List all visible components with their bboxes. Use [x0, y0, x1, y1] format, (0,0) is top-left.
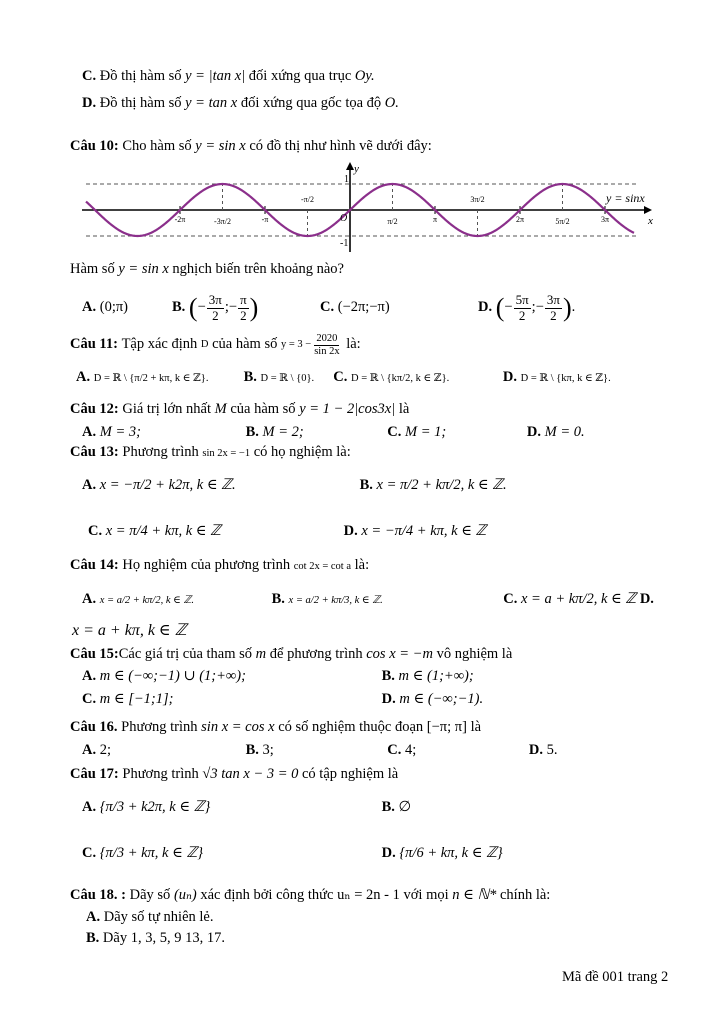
question-18-option-b: B. Dãy 1, 3, 5, 9 13, 17. [86, 930, 225, 946]
question-14: Câu 14: Họ nghiệm của phương trình cot 2x = cot a là: [70, 557, 370, 573]
question-11-options: A. D = ℝ \ {π/2 + kπ, k ∈ ℤ}. B. D = ℝ \ {0}. C. D = ℝ \ {kπ/2, k ∈ ℤ}. D. D = ℝ \ {kπ, k ∈ ℤ}. [76, 369, 611, 385]
q10-option-d: D. (− $\frac{5\pi}{2}$ ;− $\frac{3\pi}{2}$ ). [478, 292, 576, 323]
tick-label: π/2 [387, 217, 398, 226]
question-12: Câu 12: Giá trị lớn nhất M của hàm số y = 1 − 2|cos3x| là [70, 401, 410, 417]
question-15-options-cd: C. m ∈ [−1;1]; D. m ∈ (−∞;−1). [82, 691, 484, 707]
q10-option-b: B. (− $\frac{3\pi}{2}$ ;− $\frac{\pi}{2}$ ) [172, 292, 259, 323]
q9-option-d: D. Đồ thị hàm số y = tan x đối xứng qua gốc tọa độ O. [82, 95, 399, 111]
x-axis-arrow [644, 206, 652, 214]
x-axis-label: x [648, 215, 653, 227]
question-13: Câu 13: Phương trình sin 2x = −1 có họ nghiệm là: [70, 444, 351, 460]
question-11: Câu 11: Tập xác định D của hàm số y = 3 − $\frac{2020}{\sin 2x}$ là: [70, 332, 361, 357]
question-17: Câu 17: Phương trình √3 tan x − 3 = 0 có tập nghiệm là [70, 766, 399, 782]
y-axis-arrow [346, 162, 354, 170]
tick-label: -π [261, 215, 269, 224]
curve-label: y = sinx [606, 191, 645, 205]
question-16-options: A. 2; B. 3; C. 4; D. 5. [82, 742, 558, 758]
y-top-label: 1 [344, 174, 349, 185]
tick-label: π [432, 215, 438, 224]
question-14-option-d-text: x = a + kπ, k ∈ ℤ [72, 622, 187, 639]
tick-label: -π/2 [301, 195, 314, 204]
question-10-options: A. (0;π) B. (− $\frac{3\pi}{2}$ ;− $\frac{\pi}{2}$ ) C. (−2π;−π) D. (− $\frac{5\pi}{2}$ ;− $\frac{3\pi}{2}$ ). [82, 292, 576, 323]
question-18-option-a: A. Dãy số tự nhiên lẻ. [86, 909, 214, 925]
tick-label: 5π/2 [555, 217, 570, 226]
question-12-options: A. M = 3; B. M = 2; C. M = 1; D. M = 0. [82, 424, 585, 440]
origin-label: O [340, 213, 348, 224]
y-axis-label: y [354, 163, 359, 175]
page-footer: Mã đề 001 trang 2 [562, 969, 669, 985]
tick-label: 3π [600, 215, 610, 224]
q9-option-c: C. Đồ thị hàm số y = |tan x| đối xứng qua trục Oy. [82, 68, 375, 84]
tick-label: 3π/2 [470, 195, 485, 204]
question-15-options-ab: A. m ∈ (−∞;−1) ∪ (1;+∞); B. m ∈ (1;+∞); [82, 668, 474, 684]
question-17-options-cd: C. {π/3 + kπ, k ∈ ℤ} D. {π/6 + kπ, k ∈ ℤ} [82, 845, 503, 861]
tick-label: -2π [174, 215, 186, 224]
tick-label: 2π [515, 215, 525, 224]
question-13-options-ab: A. x = −π/2 + k2π, k ∈ ℤ. B. x = π/2 + kπ/2, k ∈ ℤ. [82, 477, 507, 493]
question-18: Câu 18. : Dãy số (uₙ) xác định bởi công thức uₙ = 2n - 1 với mọi n ∈ ℕ* chính là: [70, 887, 551, 903]
question-15: Câu 15:Các giá trị của tham số m để phương trình cos x = −m vô nghiệm là [70, 646, 513, 662]
tick-label: -3π/2 [214, 217, 231, 226]
question-17-options-ab: A. {π/3 + k2π, k ∈ ℤ} B. ∅ [82, 799, 412, 815]
question-10: Câu 10: Cho hàm số y = sin x có đồ thị như hình vẽ dưới đây: [70, 138, 432, 154]
question-14-options: A. x = a/2 + kπ/2, k ∈ ℤ. B. x = a/2 + kπ/3, k ∈ ℤ. C. x = a + kπ/2, k ∈ ℤ D. [82, 591, 654, 607]
sine-graph [82, 162, 660, 254]
y-bottom-label: -1 [340, 238, 349, 249]
question-16: Câu 16. Phương trình sin x = cos x có số nghiệm thuộc đoạn [−π; π] là [70, 719, 482, 735]
question-13-options-cd: C. x = π/4 + kπ, k ∈ ℤ D. x = −π/4 + kπ, k ∈ ℤ [88, 523, 487, 539]
question-10-prompt: Hàm số y = sin x nghịch biến trên khoảng nào? [70, 261, 344, 277]
